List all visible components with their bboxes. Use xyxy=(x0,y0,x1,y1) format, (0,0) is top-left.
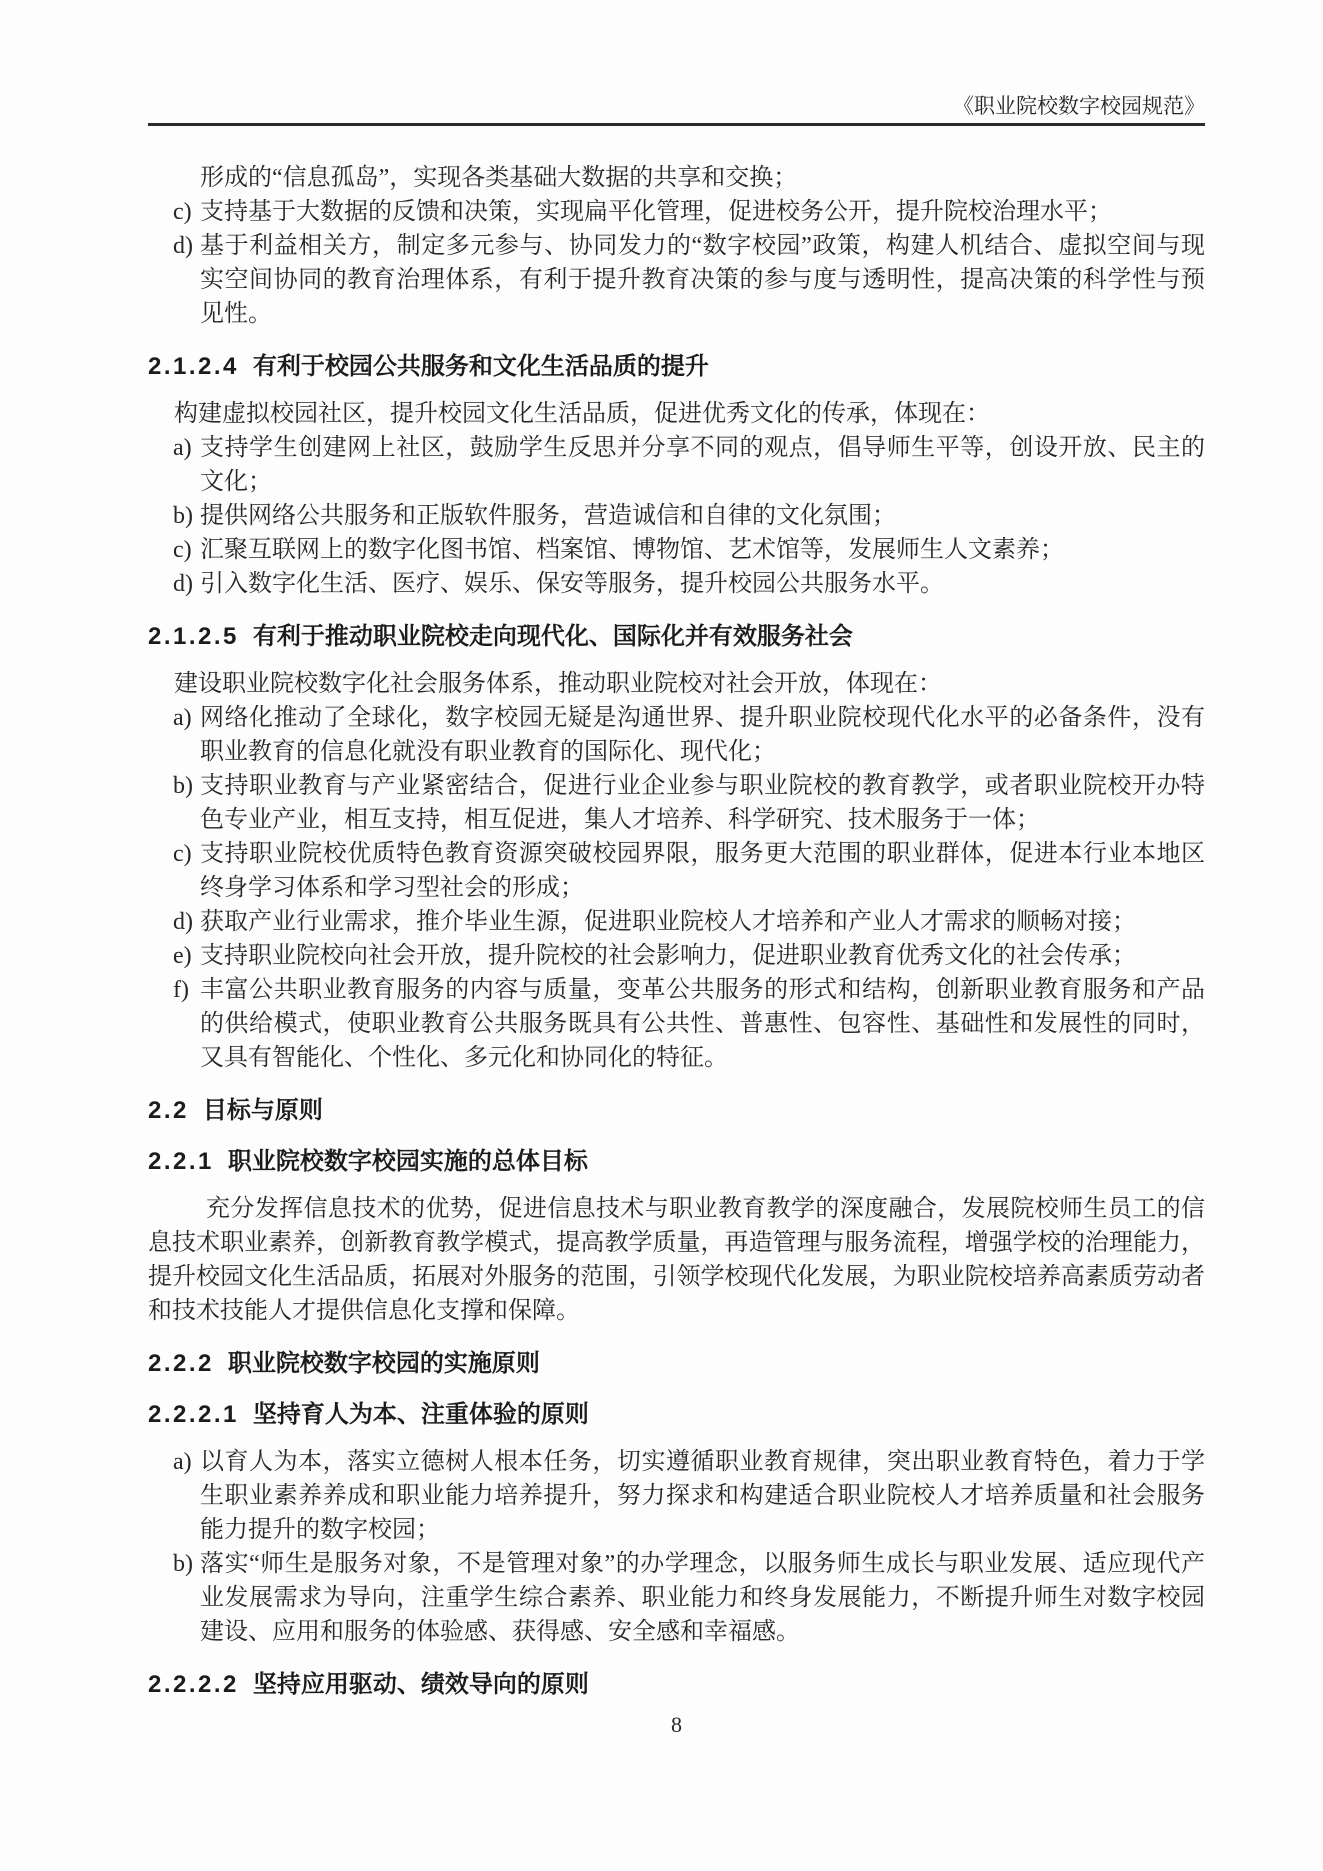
list-item-text: 提供网络公共服务和正版软件服务，营造诚信和自律的文化氛围； xyxy=(200,503,896,529)
list-item-text: 基于利益相关方，制定多元参与、协同发力的“数字校园”政策，构建人机结合、虚拟空间与现实空间协同的教育治理体系，有利于提升教育决策的参与度与透明性，提高决策的科学性与预见性。 xyxy=(200,233,1205,327)
section-title: 坚持应用驱动、绩效导向的原则 xyxy=(252,1671,589,1698)
section-heading-22 xyxy=(148,1096,1205,1126)
intro-paragraph: 建设职业院校数字化社会服务体系，推动职业院校对社会开放，体现在： xyxy=(174,671,942,697)
list-item xyxy=(148,769,1205,837)
list-item-text: 支持学生创建网上社区，鼓励学生反思并分享不同的观点，倡导师生平等，创设开放、民主的文化； xyxy=(200,435,1205,495)
section-number: 2.2.2 xyxy=(148,1350,214,1377)
list-marker: a) xyxy=(173,1449,192,1475)
section-heading-2221 xyxy=(148,1400,1205,1430)
list-item xyxy=(148,431,1205,499)
list-item xyxy=(148,1445,1205,1547)
section-title: 职业院校数字校园实施的总体目标 xyxy=(227,1148,588,1175)
section-title: 目标与原则 xyxy=(202,1097,323,1124)
list-item xyxy=(148,939,1205,973)
list-marker: c) xyxy=(173,841,192,867)
list-item xyxy=(148,229,1205,331)
header-document-title: 《职业院校数字校园规范》 xyxy=(953,94,1205,118)
list-item-text: 支持职业院校向社会开放，提升院校的社会影响力，促进职业教育优秀文化的社会传承； xyxy=(200,943,1136,969)
list-marker: c) xyxy=(173,537,192,563)
list-item xyxy=(148,195,1205,229)
section-title: 职业院校数字校园的实施原则 xyxy=(227,1350,540,1377)
page-number: 8 xyxy=(671,1712,682,1737)
list-item-text: 落实“师生是服务对象，不是管理对象”的办学理念，以服务师生成长与职业发展、适应现代产业发展需求为导向，注重学生综合素养、职业能力和终身发展能力，不断提升师生对数字校园建设、应用和服务的体验感、获得感、安全感和幸福感。 xyxy=(200,1551,1205,1645)
list-item-text: 支持职业教育与产业紧密结合，促进行业企业参与职业院校的教育教学，或者职业院校开办特色专业产业，相互支持，相互促进，集人才培养、科学研究、技术服务于一体； xyxy=(200,773,1205,833)
list-item xyxy=(148,905,1205,939)
section-number: 2.1.2.4 xyxy=(148,353,239,380)
list-item-text: 支持基于大数据的反馈和决策，实现扁平化管理，促进校务公开，提升院校治理水平； xyxy=(200,199,1112,225)
list-marker: b) xyxy=(173,503,193,529)
list-marker: b) xyxy=(173,1551,193,1577)
list-item xyxy=(148,1547,1205,1649)
section-heading-221 xyxy=(148,1147,1205,1177)
section-heading-222 xyxy=(148,1349,1205,1379)
list-item xyxy=(148,567,1205,601)
list-marker: a) xyxy=(173,435,192,461)
list-marker: d) xyxy=(173,233,193,259)
list-item xyxy=(148,837,1205,905)
list-marker: e) xyxy=(173,943,192,969)
list-item-text: 汇聚互联网上的数字化图书馆、档案馆、博物馆、艺术馆等，发展师生人文素养； xyxy=(200,537,1064,563)
list-item-text: 丰富公共职业教育服务的内容与质量，变革公共服务的形式和结构，创新职业教育服务和产品的供给模式，使职业教育公共服务既具有公共性、普惠性、包容性、基础性和发展性的同时，又具有智能化、个性化、多元化和协同化的特征。 xyxy=(200,977,1205,1071)
list-marker: d) xyxy=(173,909,193,935)
section-title: 有利于校园公共服务和文化生活品质的提升 xyxy=(252,353,709,380)
document-body xyxy=(148,126,1205,1700)
list-item xyxy=(148,701,1205,769)
list-item-text: 网络化推动了全球化，数字校园无疑是沟通世界、提升职业院校现代化水平的必备条件，没有职业教育的信息化就没有职业教育的国际化、现代化； xyxy=(200,705,1205,765)
list-item xyxy=(148,533,1205,567)
list-marker: c) xyxy=(173,199,192,225)
section-number: 2.2.1 xyxy=(148,1148,214,1175)
section-title: 有利于推动职业院校走向现代化、国际化并有效服务社会 xyxy=(252,623,853,650)
section-number: 2.2.2.1 xyxy=(148,1401,239,1428)
list-item-text: 获取产业行业需求，推介毕业生源，促进职业院校人才培养和产业人才需求的顺畅对接； xyxy=(200,909,1136,935)
section-title: 坚持育人为本、注重体验的原则 xyxy=(252,1401,589,1428)
list-item-text: 支持职业院校优质特色教育资源突破校园界限，服务更大范围的职业群体，促进本行业本地区终身学习体系和学习型社会的形成； xyxy=(200,841,1205,901)
list-item xyxy=(148,973,1205,1075)
section-number: 2.1.2.5 xyxy=(148,623,239,650)
section-heading-2124 xyxy=(148,352,1205,382)
page-header xyxy=(148,0,1205,126)
list-marker: d) xyxy=(173,571,193,597)
list-marker: b) xyxy=(173,773,193,799)
paragraph-continuation: 形成的“信息孤岛”，实现各类基础大数据的共享和交换； xyxy=(200,165,798,191)
section-heading-2125 xyxy=(148,622,1205,652)
list-item-text: 引入数字化生活、医疗、娱乐、保安等服务，提升校园公共服务水平。 xyxy=(200,571,944,597)
list-marker: a) xyxy=(173,705,192,731)
section-heading-2222 xyxy=(148,1670,1205,1700)
intro-paragraph: 构建虚拟校园社区，提升校园文化生活品质，促进优秀文化的传承，体现在： xyxy=(174,401,990,427)
list-item-text: 以育人为本，落实立德树人根本任务，切实遵循职业教育规律，突出职业教育特色，着力于学生职业素养养成和职业能力培养提升，努力探求和构建适合职业院校人才培养质量和社会服务能力提升的数字校园； xyxy=(200,1449,1205,1543)
section-number: 2.2.2.2 xyxy=(148,1671,239,1698)
list-item xyxy=(148,499,1205,533)
body-paragraph: 充分发挥信息技术的优势，促进信息技术与职业教育教学的深度融合，发展院校师生员工的信息技术职业素养，创新教育教学模式，提高教学质量，再造管理与服务流程，增强学校的治理能力，提升校园文化生活品质，拓展对外服务的范围，引领学校现代化发展，为职业院校培养高素质劳动者和技术技能人才提供信息化支撑和保障。 xyxy=(148,1196,1205,1324)
section-number: 2.2 xyxy=(148,1097,189,1124)
list-marker: f) xyxy=(173,977,189,1003)
